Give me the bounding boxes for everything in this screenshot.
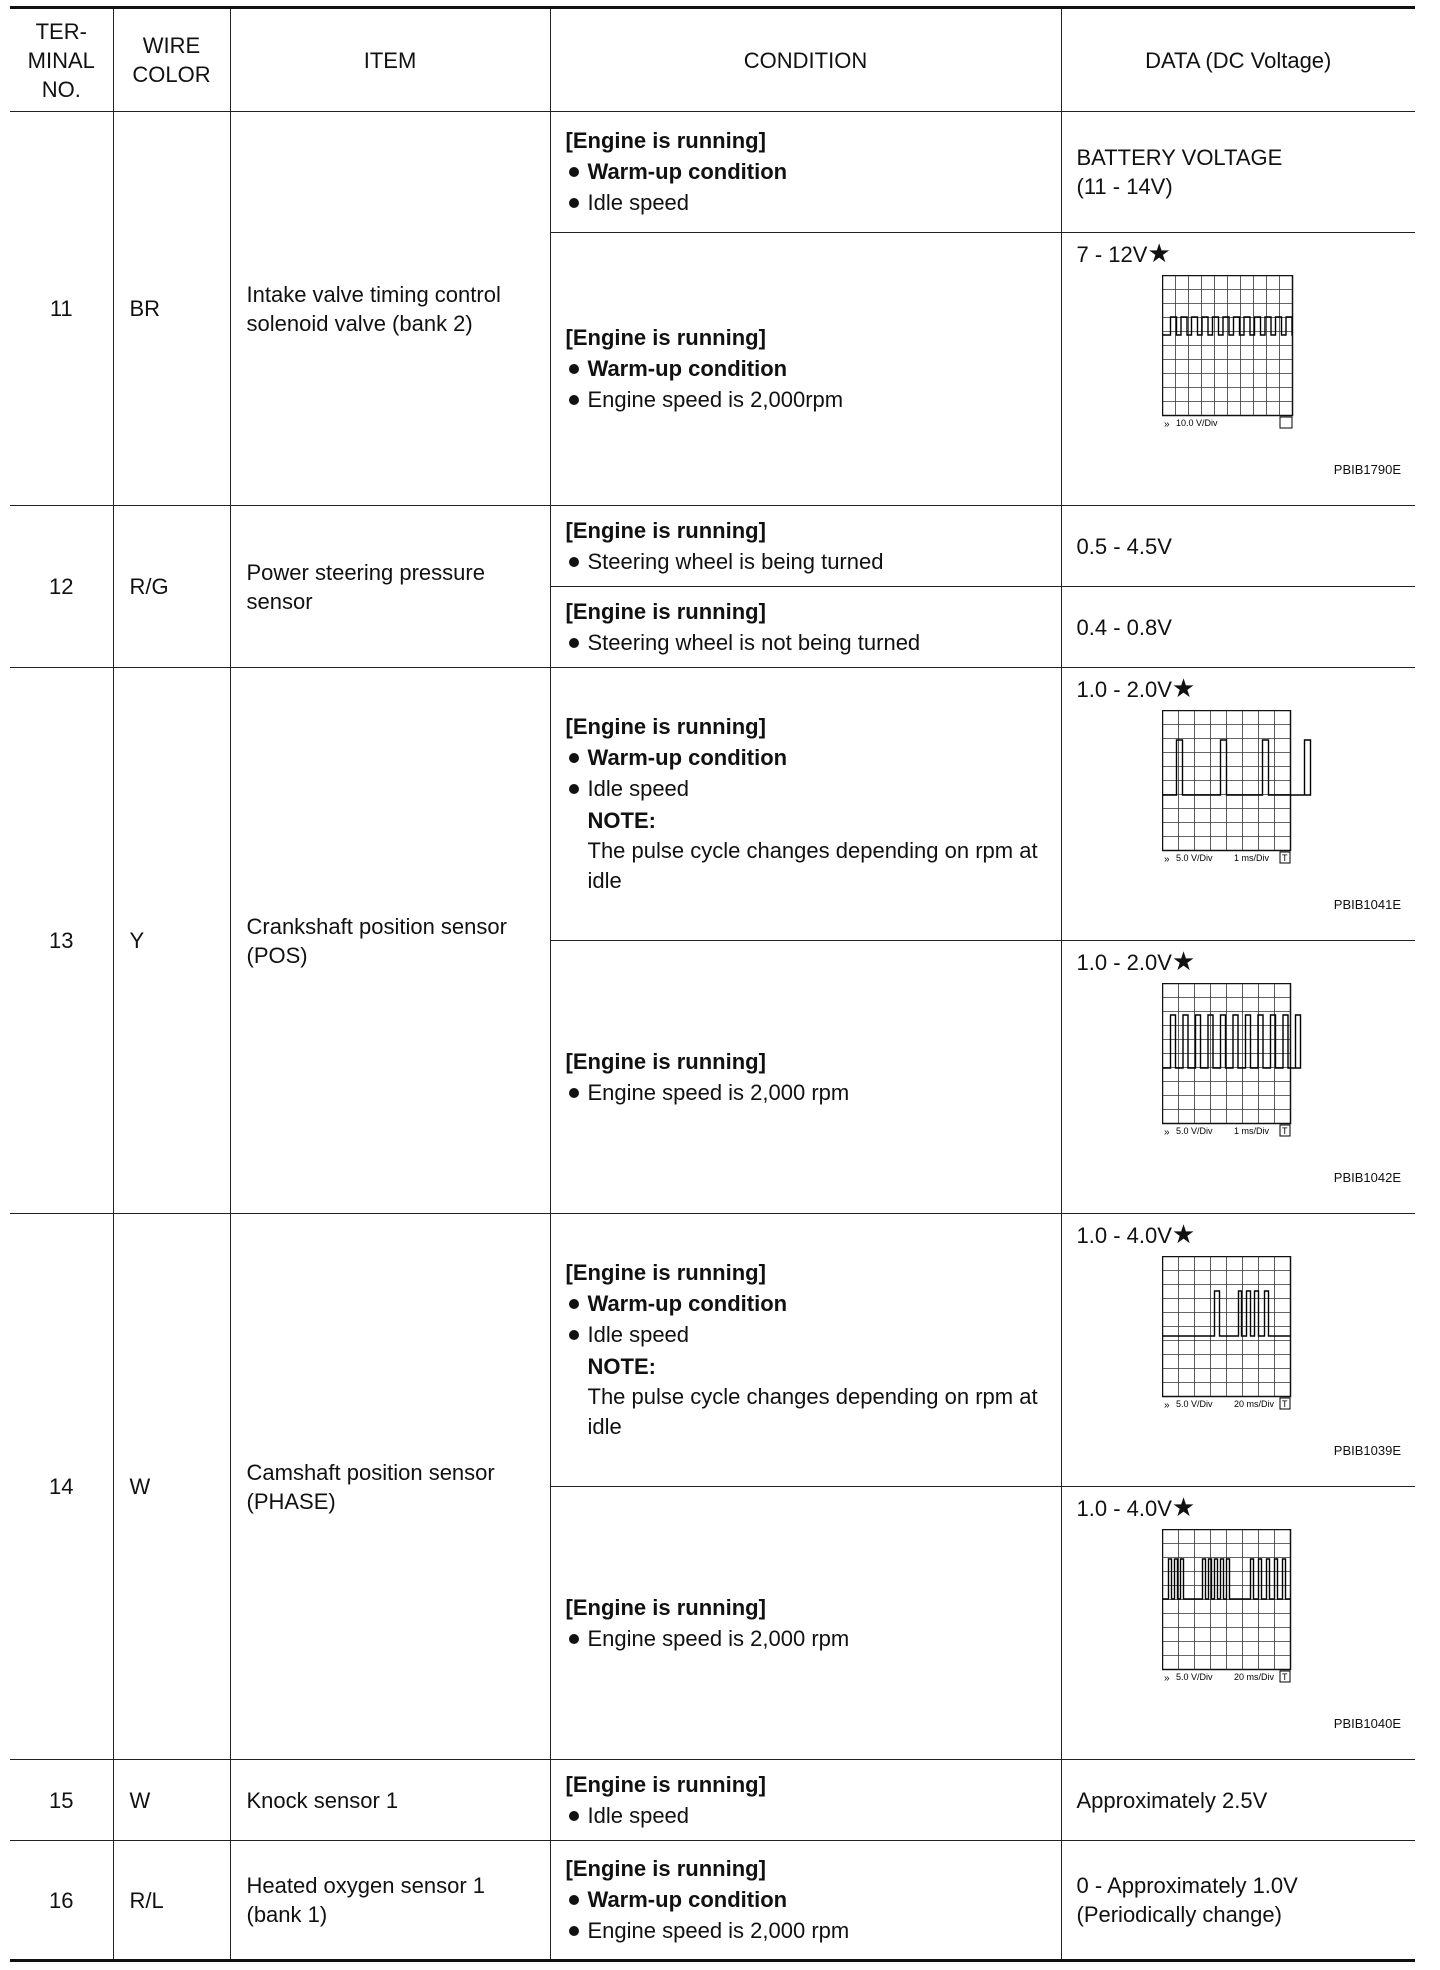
scope-voltage-scale: 5.0 V/Div xyxy=(1175,853,1213,863)
data-value: 1.0 - 2.0V xyxy=(1076,677,1172,702)
figure-id: PBIB1042E xyxy=(1333,1170,1401,1185)
condition-title: [Engine is running] xyxy=(565,1594,766,1620)
data-cell: 0.5 - 4.5V xyxy=(1061,506,1415,587)
condition-cell xyxy=(550,1487,1061,1760)
table-row xyxy=(10,506,1415,587)
star-icon: ★ xyxy=(1171,1219,1196,1249)
scope-chip-icon: » xyxy=(1163,1400,1170,1411)
condition-title: [Engine is running] xyxy=(565,325,766,350)
condition-bullet: Idle speed xyxy=(566,1800,1049,1831)
condition-cell xyxy=(550,506,1061,587)
figure-id: PBIB1041E xyxy=(1333,897,1401,912)
condition-bullet: Steering wheel is being turned xyxy=(566,546,1049,577)
star-icon: ★ xyxy=(1147,238,1171,268)
condition-title: [Engine is running] xyxy=(565,517,766,543)
item-name: Heated oxygen sensor 1 (bank 1) xyxy=(230,1841,550,1961)
note-text: The pulse cycle changes depending on rpm at idle xyxy=(587,1384,1038,1439)
condition-title: [Engine is running] xyxy=(565,1856,766,1881)
header-terminal-no: TER- MINAL NO. xyxy=(10,8,113,112)
condition-title: [Engine is running] xyxy=(565,128,766,153)
data-value: 1.0 - 4.0V xyxy=(1076,1223,1172,1248)
wire-color: R/L xyxy=(113,1841,230,1961)
scope-time-scale: 20 ms/Div xyxy=(1233,1672,1274,1682)
terminal-number: 13 xyxy=(10,668,113,1214)
condition-bullet: Engine speed is 2,000 rpm xyxy=(566,1077,1049,1108)
trigger-icon: T xyxy=(1281,853,1287,863)
condition-bullet: Idle speed xyxy=(566,187,1049,218)
header-item: ITEM xyxy=(230,8,550,112)
condition-cell xyxy=(550,112,1061,233)
data-cell xyxy=(1061,941,1415,1214)
condition-bullet: Idle speed xyxy=(566,773,1049,804)
data-value: 1.0 - 4.0V xyxy=(1076,1496,1172,1521)
item-name: Intake valve timing control solenoid valve (bank 2) xyxy=(230,112,550,506)
item-name: Knock sensor 1 xyxy=(230,1760,550,1841)
trigger-icon: T xyxy=(1281,1126,1287,1136)
oscilloscope-waveform xyxy=(1162,710,1332,895)
data-value: 0 - Approximately 1.0V xyxy=(1076,1873,1298,1898)
terminal-number: 12 xyxy=(10,506,113,668)
condition-title: [Engine is running] xyxy=(565,1771,766,1797)
table-row xyxy=(10,1214,1415,1487)
scope-voltage-scale: 10.0 V/Div xyxy=(1175,418,1218,428)
scope-chip-icon: » xyxy=(1163,1127,1170,1138)
trigger-box-icon xyxy=(1280,417,1292,428)
data-cell xyxy=(1061,1841,1415,1961)
condition-title: [Engine is running] xyxy=(565,1048,766,1074)
data-value: (Periodically change) xyxy=(1076,1902,1282,1927)
condition-bullet: Steering wheel is not being turned xyxy=(566,627,1049,658)
terminal-number: 15 xyxy=(10,1760,113,1841)
note-text: The pulse cycle changes depending on rpm at idle xyxy=(587,838,1038,893)
scope-chip-icon: » xyxy=(1163,419,1170,430)
scope-time-scale: 20 ms/Div xyxy=(1233,1399,1274,1409)
condition-cell xyxy=(550,1841,1061,1961)
condition-cell xyxy=(550,587,1061,668)
condition-bullet: Warm-up condition xyxy=(566,353,1049,384)
data-cell xyxy=(1061,233,1415,506)
condition-title: [Engine is running] xyxy=(565,714,766,739)
figure-id: PBIB1040E xyxy=(1333,1716,1401,1731)
condition-cell xyxy=(550,1760,1061,1841)
condition-bullet: Engine speed is 2,000 rpm xyxy=(566,1915,1049,1946)
condition-title: [Engine is running] xyxy=(565,1260,766,1285)
item-name: Power steering pressure sensor xyxy=(230,506,550,668)
note-label: NOTE: xyxy=(587,1354,656,1379)
data-cell: Approximately 2.5V xyxy=(1061,1760,1415,1841)
data-value: 7 - 12V xyxy=(1076,242,1148,267)
header-condition: CONDITION xyxy=(550,8,1061,112)
data-cell xyxy=(1061,1214,1415,1487)
condition-bullet: Warm-up condition xyxy=(566,1884,1049,1915)
scope-chip-icon: » xyxy=(1163,1673,1170,1684)
wire-color: W xyxy=(113,1214,230,1760)
star-icon: ★ xyxy=(1171,673,1196,703)
star-icon: ★ xyxy=(1171,1492,1196,1522)
oscilloscope-waveform xyxy=(1162,1529,1332,1714)
scope-voltage-scale: 5.0 V/Div xyxy=(1175,1126,1213,1136)
condition-title: [Engine is running] xyxy=(565,598,766,624)
header-wire-color: WIRE COLOR xyxy=(113,8,230,112)
data-cell xyxy=(1061,668,1415,941)
condition-bullet: Warm-up condition xyxy=(566,156,1049,187)
data-value: (11 - 14V) xyxy=(1076,174,1173,199)
terminal-data-table xyxy=(10,6,1415,1962)
oscilloscope-waveform xyxy=(1162,983,1332,1168)
wire-color: BR xyxy=(113,112,230,506)
terminal-number: 16 xyxy=(10,1841,113,1961)
figure-id: PBIB1790E xyxy=(1333,462,1401,477)
oscilloscope-waveform xyxy=(1162,275,1327,460)
condition-bullet: Engine speed is 2,000rpm xyxy=(566,384,1049,415)
trigger-icon: T xyxy=(1281,1399,1287,1409)
header-data: DATA (DC Voltage) xyxy=(1061,8,1415,112)
wire-color: Y xyxy=(113,668,230,1214)
oscilloscope-waveform xyxy=(1162,1256,1332,1441)
terminal-number: 14 xyxy=(10,1214,113,1760)
condition-cell xyxy=(550,941,1061,1214)
table-header-row xyxy=(10,8,1415,112)
table-row xyxy=(10,668,1415,941)
scope-chip-icon: » xyxy=(1163,854,1170,865)
condition-bullet: Idle speed xyxy=(566,1319,1049,1350)
scope-time-scale: 1 ms/Div xyxy=(1233,1126,1269,1136)
condition-bullet: Warm-up condition xyxy=(566,1288,1049,1319)
table-row xyxy=(10,112,1415,233)
star-icon: ★ xyxy=(1171,946,1196,976)
wire-color: R/G xyxy=(113,506,230,668)
data-cell xyxy=(1061,112,1415,233)
condition-cell xyxy=(550,1214,1061,1487)
data-value: BATTERY VOLTAGE xyxy=(1076,145,1283,170)
item-name: Camshaft position sensor (PHASE) xyxy=(230,1214,550,1760)
item-name: Crankshaft position sensor (POS) xyxy=(230,668,550,1214)
trigger-icon: T xyxy=(1281,1672,1287,1682)
data-cell: 0.4 - 0.8V xyxy=(1061,587,1415,668)
wire-color: W xyxy=(113,1760,230,1841)
condition-cell xyxy=(550,668,1061,941)
condition-bullet: Warm-up condition xyxy=(566,742,1049,773)
table-row xyxy=(10,1760,1415,1841)
note-label: NOTE: xyxy=(587,808,656,833)
table-row xyxy=(10,1841,1415,1961)
condition-bullet: Engine speed is 2,000 rpm xyxy=(566,1623,1049,1654)
condition-cell xyxy=(550,233,1061,506)
scope-time-scale: 1 ms/Div xyxy=(1233,853,1269,863)
figure-id: PBIB1039E xyxy=(1333,1443,1401,1458)
scope-voltage-scale: 5.0 V/Div xyxy=(1175,1672,1213,1682)
scope-voltage-scale: 5.0 V/Div xyxy=(1175,1399,1213,1409)
data-value: 1.0 - 2.0V xyxy=(1076,950,1172,975)
terminal-number: 11 xyxy=(10,112,113,506)
data-cell xyxy=(1061,1487,1415,1760)
